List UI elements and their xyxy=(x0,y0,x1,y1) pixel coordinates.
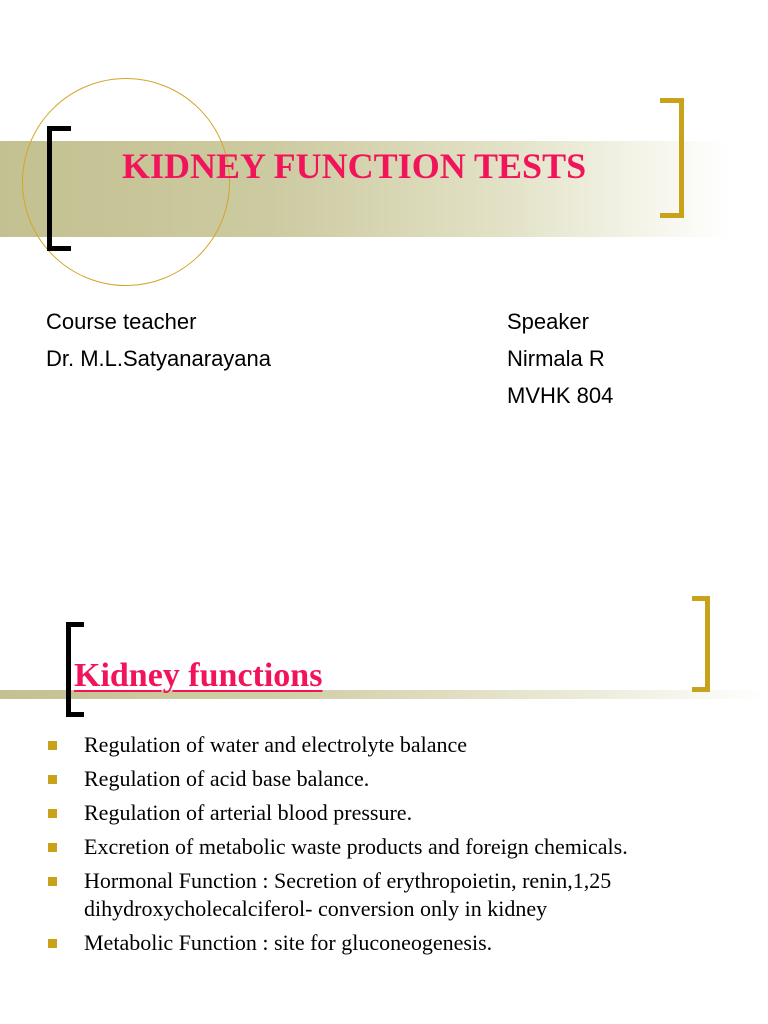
square-bullet-icon xyxy=(48,809,57,818)
speaker-label: Speaker xyxy=(507,309,589,334)
course-teacher-label: Course teacher xyxy=(46,309,197,334)
square-bullet-icon xyxy=(48,877,57,886)
speaker-name: Nirmala R xyxy=(507,346,605,371)
list-item xyxy=(48,799,728,827)
list-item-text: Excretion of metabolic waste products and foreign chemicals. xyxy=(84,834,628,859)
square-bullet-icon xyxy=(48,843,57,852)
list-item-text: Regulation of acid base balance. xyxy=(84,766,370,791)
speaker-id: MVHK 804 xyxy=(507,383,614,408)
slide-kidney-functions xyxy=(0,512,768,1024)
square-bullet-icon xyxy=(48,939,57,948)
list-item-text: Regulation of water and electrolyte balance xyxy=(84,732,467,757)
course-teacher-name: Dr. M.L.Satyanarayana xyxy=(46,346,272,371)
list-item xyxy=(48,765,728,793)
list-item-text: Metabolic Function : site for gluconeogenesis. xyxy=(84,930,493,955)
list-item-text: Hormonal Function : Secretion of erythropoietin, renin,1,25 dihydroxycholecalciferol- conversion only in kidney xyxy=(84,868,612,921)
list-item xyxy=(48,833,728,861)
left-bracket-icon xyxy=(47,126,71,251)
square-bullet-icon xyxy=(48,775,57,784)
slide-heading: Kidney functions xyxy=(74,657,323,694)
course-teacher-block xyxy=(46,303,271,377)
right-bracket-icon xyxy=(660,98,684,218)
slide-title-heading: KIDNEY FUNCTION TESTS xyxy=(122,146,587,186)
list-item xyxy=(48,731,728,759)
square-bullet-icon xyxy=(48,741,57,750)
list-item xyxy=(48,867,728,923)
speaker-block xyxy=(507,303,613,414)
list-item xyxy=(48,929,728,957)
function-list xyxy=(48,731,728,963)
right-bracket-icon xyxy=(692,596,710,692)
list-item-text: Regulation of arterial blood pressure. xyxy=(84,800,413,825)
